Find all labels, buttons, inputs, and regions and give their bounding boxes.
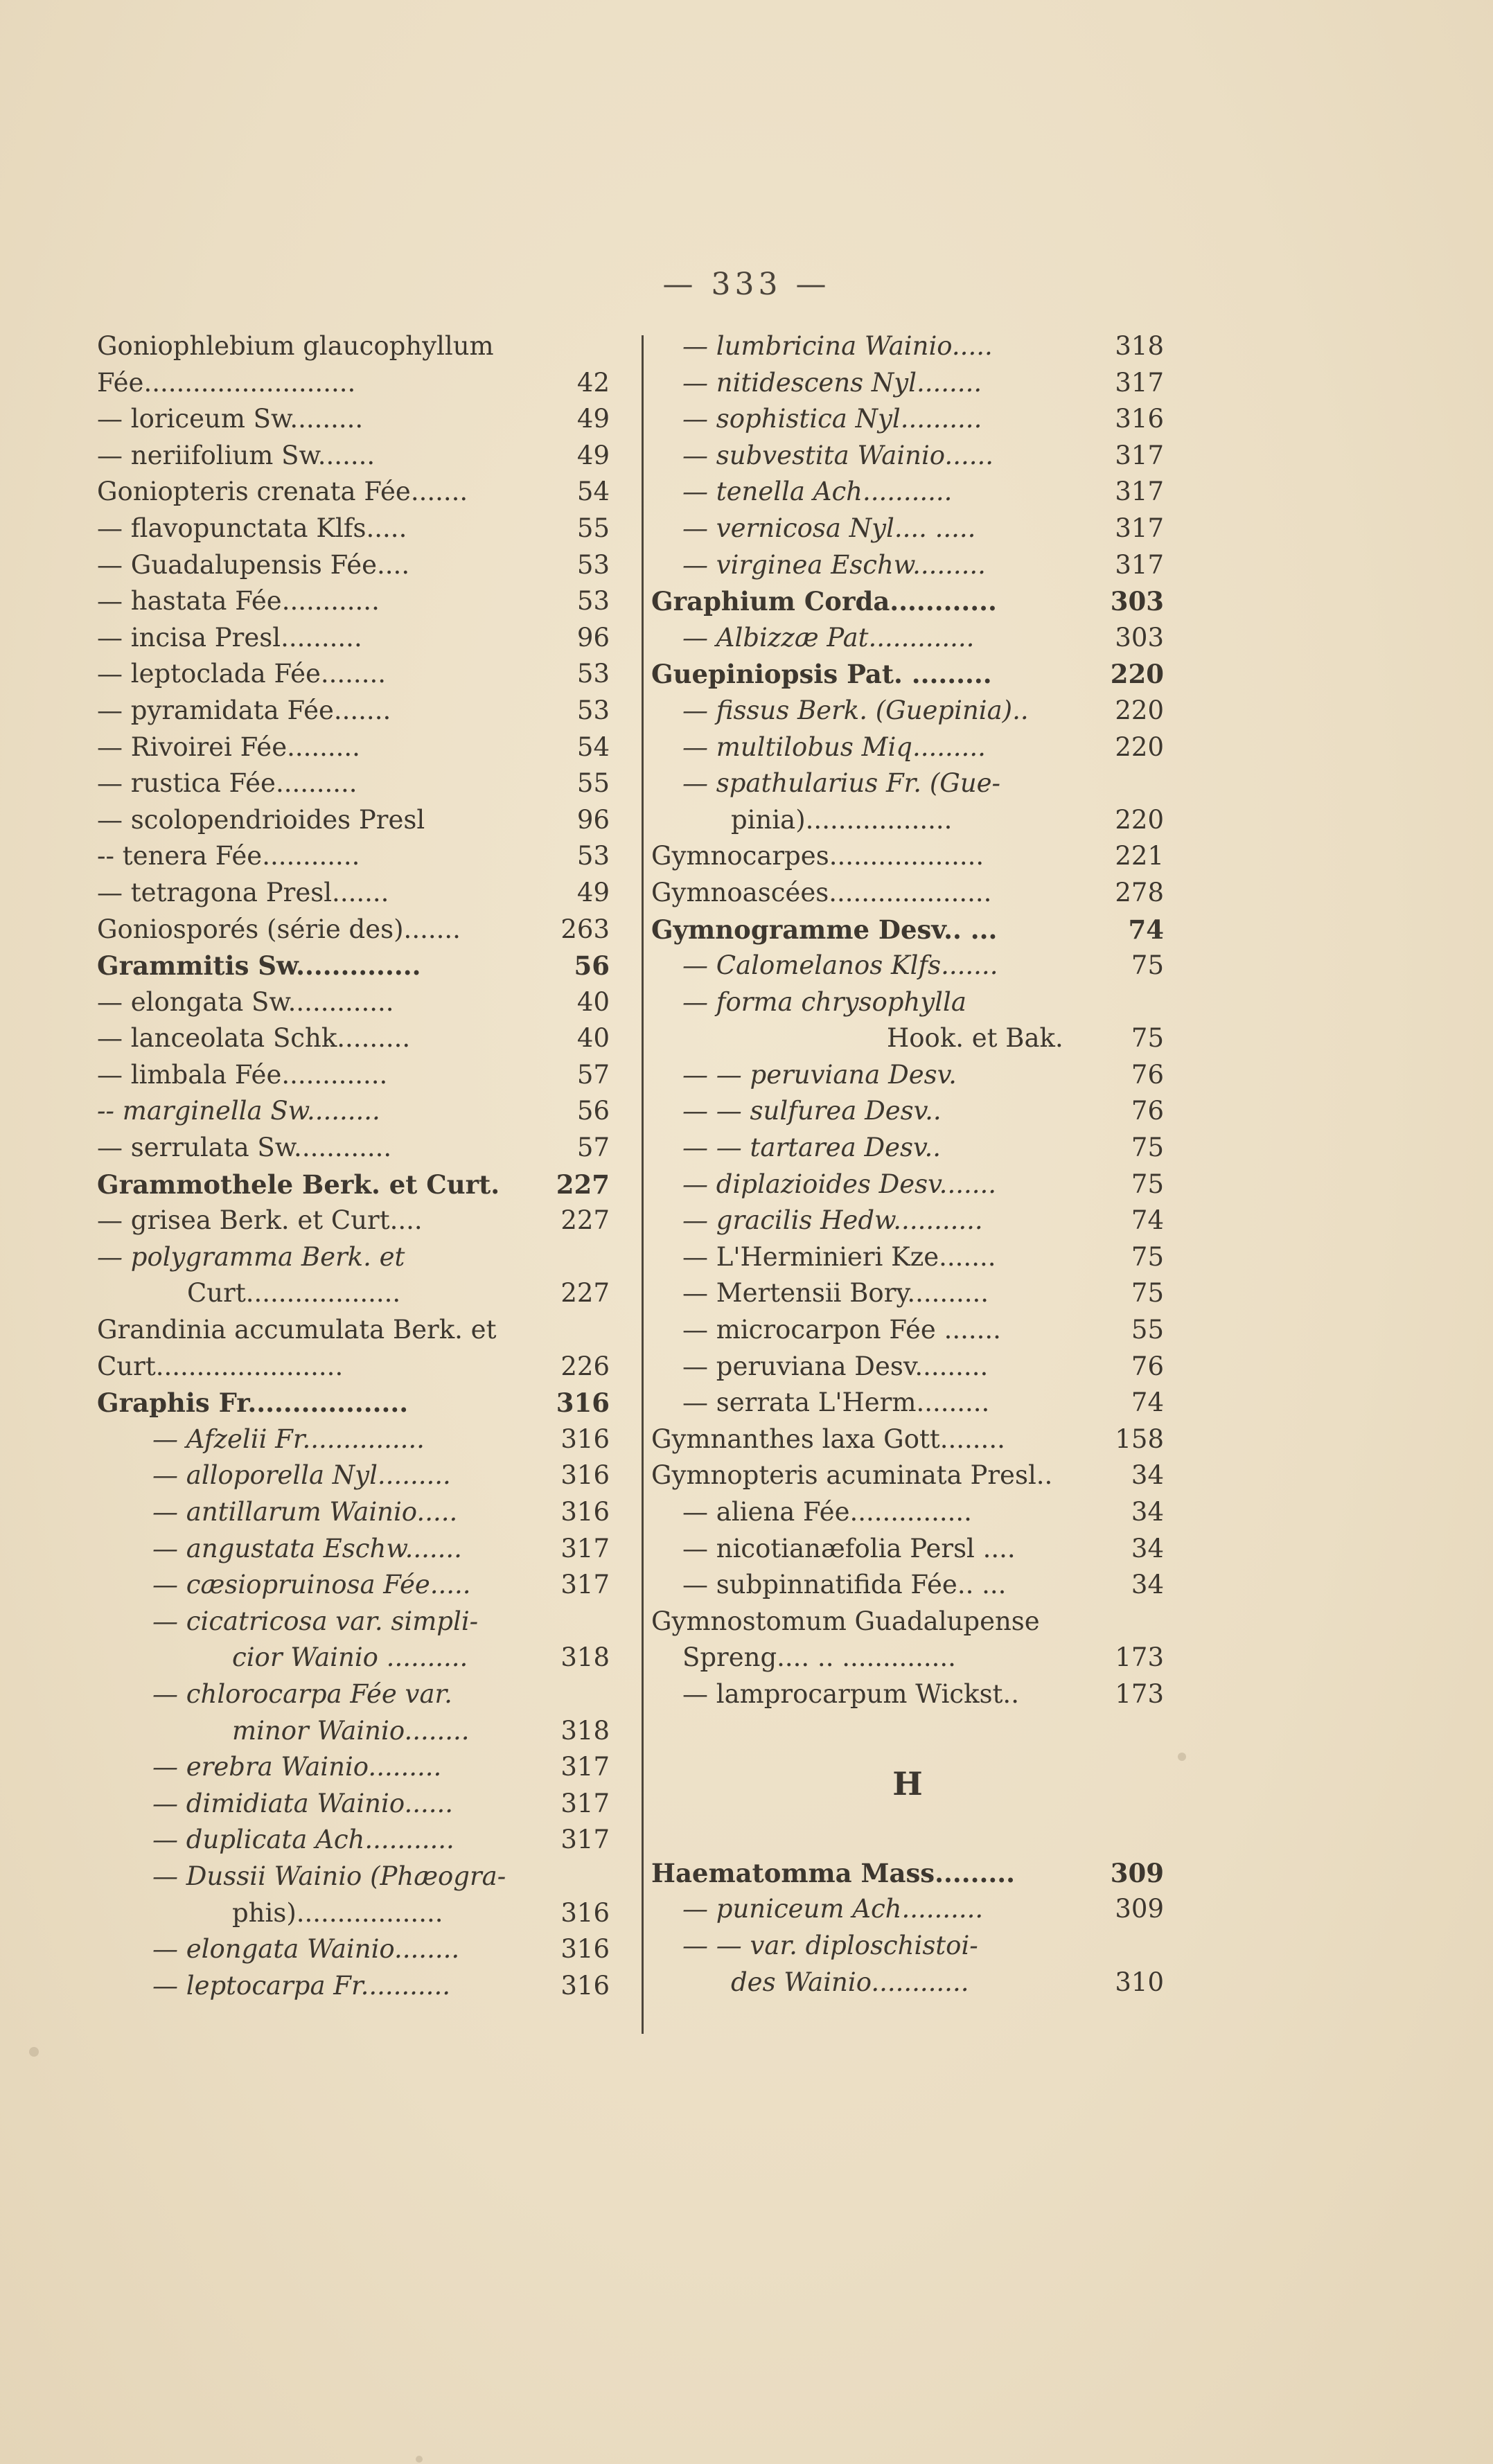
entry-label: — hastata Fée............ [97,586,380,617]
entry-label: — grisea Berk. et Curt.... [97,1205,423,1236]
entry-page: 76 [1131,1059,1164,1090]
index-entry [651,1275,1164,1312]
entry-label: Spreng.... .. .............. [682,1642,956,1673]
entry-label: Grandinia accumulata Berk. et [97,1315,497,1345]
entry-label: — virginea Eschw......... [682,549,986,580]
entry-label: Grammothele Berk. et Curt. [97,1169,500,1200]
entry-page: 55 [576,768,610,799]
index-entry [651,438,1164,475]
entry-label: — fissus Berk. (Guepinia).. [682,695,1029,725]
entry-page: 317 [1115,549,1164,580]
index-entry [97,1093,610,1130]
index-entry [97,1531,610,1568]
entry-page: 318 [560,1642,610,1673]
entry-label: — elongata Wainio........ [152,1934,460,1965]
index-entry [651,474,1164,511]
index-entry [651,1093,1164,1130]
entry-label: Gymnocarpes................... [651,841,984,871]
entry-page: 309 [1115,1894,1164,1924]
entry-page: 316 [560,1497,610,1527]
index-entry [97,1494,610,1531]
entry-label: — Albizzæ Pat............. [682,622,975,653]
entry-page: 54 [576,477,610,507]
index-entry [651,1640,1164,1676]
entry-label: — dimidiata Wainio...... [152,1788,454,1818]
entry-label: — rustica Fée.......... [97,768,357,799]
index-entry [651,1749,1164,1818]
entry-page: 310 [1115,1967,1164,1997]
entry-page: 278 [1115,877,1164,907]
index-entry [97,1786,610,1823]
index-entry [651,511,1164,547]
entry-label: — Rivoirei Fée......... [97,732,360,762]
index-entry [97,1604,610,1640]
entry-page: 75 [1131,1241,1164,1272]
entry-page: 221 [1115,841,1164,871]
entry-label: — aliena Fée............... [682,1497,972,1527]
entry-label: — chlorocarpa Fée var. [152,1678,452,1709]
entry-page: 53 [576,695,610,725]
entry-label: — serrulata Sw............ [97,1133,392,1163]
entry-page: 220 [1110,659,1164,690]
entry-page: 316 [560,1934,610,1965]
index-entry [651,729,1164,766]
entry-label: Graphis Fr.................. [97,1388,409,1419]
entry-label: — vernicosa Nyl.... ..... [682,513,976,543]
index-entry [97,1713,610,1750]
entry-page: 220 [1115,804,1164,835]
entry-page: 317 [1115,440,1164,470]
entry-label: Goniopteris crenata Fée....... [97,477,468,507]
entry-label: — nitidescens Nyl........ [682,367,982,398]
entry-label: — — sulfurea Desv.. [682,1096,942,1126]
entry-page: 56 [576,1096,610,1126]
entry-label: — sophistica Nyl.......... [682,404,982,434]
entry-label: — — var. diploschistoi- [682,1930,978,1960]
index-entry [651,1057,1164,1094]
entry-label: — puniceum Ach.......... [682,1894,984,1924]
index-entry [97,1020,610,1057]
entry-label: Gymnanthes laxa Gott........ [651,1424,1005,1454]
index-entry [651,1567,1164,1604]
index-entry [97,474,610,511]
entry-page: 34 [1131,1497,1164,1527]
entry-label: — subpinnatifida Fée.. ... [682,1570,1007,1600]
index-entry [97,1057,610,1094]
index-entry [651,948,1164,984]
index-entry [97,401,610,438]
entry-page: 316 [1115,404,1164,434]
index-entry [97,875,610,912]
index-entry [651,1239,1164,1276]
index-entry [651,1167,1164,1203]
entry-page: 317 [560,1752,610,1782]
entry-page: 316 [560,1970,610,2001]
entry-label: — L'Herminieri Kze....... [682,1241,996,1272]
index-entry [651,1312,1164,1349]
index-entry [97,1349,610,1385]
index-entry [651,1891,1164,1928]
entry-label: — Guadalupensis Fée.... [97,549,410,580]
index-entry [651,1928,1164,1965]
entry-label: Gymnoascées.................... [651,877,992,907]
entry-page: 75 [1131,1278,1164,1309]
entry-page: 76 [1131,1096,1164,1126]
entry-label: — Afzelii Fr............... [152,1424,425,1454]
entry-label: Gymnogramme Desv.. ... [651,914,998,945]
entry-page: 55 [1131,1315,1164,1345]
entry-page: 227 [556,1169,610,1200]
entry-page: 54 [576,732,610,762]
entry-page: 49 [576,877,610,907]
index-entry [651,1385,1164,1421]
entry-page: 303 [1110,586,1164,617]
entry-page: 57 [576,1133,610,1163]
index-entry [97,912,610,948]
entry-label: — — tartarea Desv.. [682,1133,942,1163]
entry-label: — forma chrysophylla [682,986,966,1017]
index-entry [97,583,610,620]
entry-page: 49 [576,440,610,470]
index-entry [97,1130,610,1167]
entry-label: — antillarum Wainio..... [152,1497,458,1527]
index-entry [651,693,1164,729]
entry-label: Curt................... [187,1278,401,1309]
index-entry [97,984,610,1021]
index-entry [651,1130,1164,1167]
index-entry [97,438,610,475]
entry-page: 53 [576,659,610,689]
index-entry [651,1965,1164,2001]
entry-page: 316 [560,1460,610,1491]
index-entry [651,1421,1164,1458]
index-entry [651,1531,1164,1568]
entry-label: Haematomma Mass......... [651,1857,1016,1888]
entry-label: — Dussii Wainio (Phæogra- [152,1861,506,1891]
entry-page: 317 [560,1570,610,1600]
index-entry [97,1385,610,1421]
entry-page: 226 [560,1351,610,1381]
index-entry [651,1818,1164,1855]
index-entry [97,765,610,802]
index-entry [97,620,610,657]
entry-page: 40 [576,1023,610,1054]
entry-label: — angustata Eschw....... [152,1533,462,1563]
entry-page: 317 [1115,513,1164,543]
index-entry [651,1604,1164,1640]
entry-label: -- tenera Fée............ [97,841,360,871]
index-entry [651,1020,1164,1057]
entry-label: pinia).................. [731,804,953,835]
right-column [651,328,1164,2001]
entry-label: — diplazioides Desv....... [682,1169,997,1199]
entry-page: 75 [1131,1169,1164,1199]
entry-page: 96 [576,622,610,653]
entry-label: des Wainio............ [731,1967,969,1997]
entry-label: Goniophlebium glaucophyllum [97,331,494,361]
entry-page: 316 [560,1424,610,1454]
paper-spot [416,2456,423,2463]
entry-label: Gymnopteris acuminata Presl.. [651,1460,1053,1491]
entry-label: — leptocarpa Fr........... [152,1970,450,2001]
index-entry [651,1676,1164,1713]
entry-page: 75 [1131,1133,1164,1163]
entry-page: 317 [560,1533,610,1563]
entry-page: 75 [1131,1023,1164,1054]
entry-label: — serrata L'Herm......... [682,1388,990,1418]
index-entry [97,365,610,402]
entry-label: — cicatricosa var. simpli- [152,1606,479,1636]
index-entry [651,547,1164,584]
entry-page: 317 [1115,367,1164,398]
index-entry [651,365,1164,402]
index-entry [97,1640,610,1676]
index-entry [651,838,1164,875]
entry-page: 227 [560,1205,610,1236]
entry-label: H [892,1765,923,1803]
entry-label: phis).................. [232,1897,443,1928]
entry-label: — scolopendrioides Presl [97,804,425,835]
entry-label: — Calomelanos Klfs....... [682,950,998,981]
entry-label: Fée.......................... [97,367,356,398]
index-entry [651,912,1164,948]
index-entry [97,693,610,729]
entry-label: — elongata Sw............. [97,986,394,1017]
entry-label: — duplicata Ach........... [152,1825,454,1855]
index-entry [97,1421,610,1458]
entry-page: 34 [1131,1570,1164,1600]
entry-label: — limbala Fée............. [97,1059,388,1090]
index-entry [651,875,1164,912]
index-entry [651,984,1164,1021]
index-entry [97,1676,610,1713]
index-entry [651,328,1164,365]
entry-page: 40 [576,986,610,1017]
entry-label: — lumbricina Wainio..... [682,331,993,361]
entry-label: — leptoclada Fée........ [97,659,386,689]
index-entry [651,802,1164,839]
entry-label: Hook. et Bak. [887,1023,1063,1054]
entry-label: — gracilis Hedw........... [682,1205,983,1236]
entry-page: 76 [1131,1351,1164,1381]
entry-label: — multilobus Miq......... [682,732,986,762]
index-entry [97,1749,610,1786]
entry-label: — lamprocarpum Wickst.. [682,1678,1019,1709]
entry-label: — spathularius Fr. (Gue- [682,768,1001,799]
index-entry [651,1203,1164,1239]
index-entry [97,656,610,693]
entry-label: minor Wainio........ [232,1715,470,1746]
entry-label: Gymnostomum Guadalupense [651,1606,1040,1636]
entry-label: — lanceolata Schk......... [97,1023,411,1054]
entry-label: — Mertensii Bory.......... [682,1278,989,1309]
index-entry [651,1494,1164,1531]
index-entry [651,1349,1164,1385]
index-entry [651,401,1164,438]
entry-label: — erebra Wainio......... [152,1752,442,1782]
entry-label: — flavopunctata Klfs..... [97,513,407,543]
entry-page: 220 [1115,732,1164,762]
paper-spot [1178,1753,1186,1761]
index-entry [651,1457,1164,1494]
entry-page: 74 [1131,1388,1164,1418]
index-entry [651,765,1164,802]
page-number: — 333 — [662,267,831,302]
index-entry [97,1275,610,1312]
index-entry [97,729,610,766]
entry-page: 317 [560,1825,610,1855]
index-entry [97,802,610,839]
index-entry [651,656,1164,693]
entry-page: 55 [576,513,610,543]
entry-page: 317 [560,1788,610,1818]
entry-page: 74 [1131,1205,1164,1236]
index-entry [97,1567,610,1604]
entry-page: 53 [576,549,610,580]
entry-label: — alloporella Nyl......... [152,1460,451,1491]
entry-label: — microcarpon Fée ....... [682,1315,1001,1345]
index-entry [97,1859,610,1895]
index-entry [97,1968,610,2005]
entry-label: — nicotianæfolia Persl .... [682,1533,1016,1563]
entry-page: 227 [560,1278,610,1309]
index-entry [651,583,1164,620]
entry-page: 53 [576,586,610,617]
entry-label: — tetragona Presl....... [97,877,389,907]
entry-label: -- marginella Sw......... [97,1096,380,1126]
entry-label: — incisa Presl.......... [97,622,362,653]
entry-page: 220 [1115,695,1164,725]
column-divider [642,335,644,2034]
index-entry [97,1822,610,1859]
entry-page: 74 [1128,914,1164,945]
index-entry [97,948,610,984]
entry-page: 317 [1115,477,1164,507]
index-entry [97,511,610,547]
entry-label: — loriceum Sw......... [97,404,364,434]
index-entry [651,620,1164,657]
index-entry [97,1895,610,1932]
entry-label: — peruviana Desv......... [682,1351,989,1381]
entry-page: 42 [576,367,610,398]
entry-page: 318 [1115,331,1164,361]
index-entry [651,1713,1164,1750]
entry-page: 75 [1131,950,1164,981]
entry-page: 316 [556,1388,610,1419]
index-entry [97,1312,610,1349]
entry-label: — tenella Ach........... [682,477,953,507]
entry-page: 173 [1115,1678,1164,1709]
entry-label: — subvestita Wainio...... [682,440,994,470]
entry-page: 49 [576,404,610,434]
entry-label: Graphium Corda............ [651,586,997,617]
entry-page: 173 [1115,1642,1164,1673]
entry-page: 316 [560,1897,610,1928]
entry-page: 96 [576,804,610,835]
entry-page: 56 [574,950,610,982]
index-entry [651,1855,1164,1892]
entry-page: 303 [1115,622,1164,653]
entry-label: Guepiniopsis Pat. ......... [651,659,992,690]
entry-label: Goniosporés (série des)....... [97,914,461,944]
entry-label: Curt....................... [97,1351,344,1381]
left-column [97,328,610,2004]
entry-page: 318 [560,1715,610,1746]
entry-page: 34 [1131,1460,1164,1491]
entry-label: — cæsiopruinosa Fée..... [152,1570,471,1600]
entry-label: — pyramidata Fée....... [97,695,391,725]
index-entry [97,838,610,875]
entry-page: 53 [576,841,610,871]
index-entry [97,1203,610,1239]
index-entry [97,1457,610,1494]
entry-label: — polygramma Berk. et [97,1241,405,1272]
entry-label: — — peruviana Desv. [682,1059,957,1090]
entry-label: — neriifolium Sw....... [97,440,376,470]
entry-page: 34 [1131,1533,1164,1563]
entry-page: 309 [1110,1857,1164,1888]
paper-spot [29,2047,39,2057]
index-entry [97,1167,610,1203]
entry-page: 263 [560,914,610,944]
entry-label: cior Wainio .......... [232,1642,468,1673]
index-entry [97,328,610,365]
index-entry [97,1239,610,1276]
entry-page: 158 [1115,1424,1164,1454]
entry-label: Grammitis Sw.............. [97,950,421,982]
index-entry [97,1931,610,1968]
entry-page: 57 [576,1059,610,1090]
index-entry [97,547,610,584]
